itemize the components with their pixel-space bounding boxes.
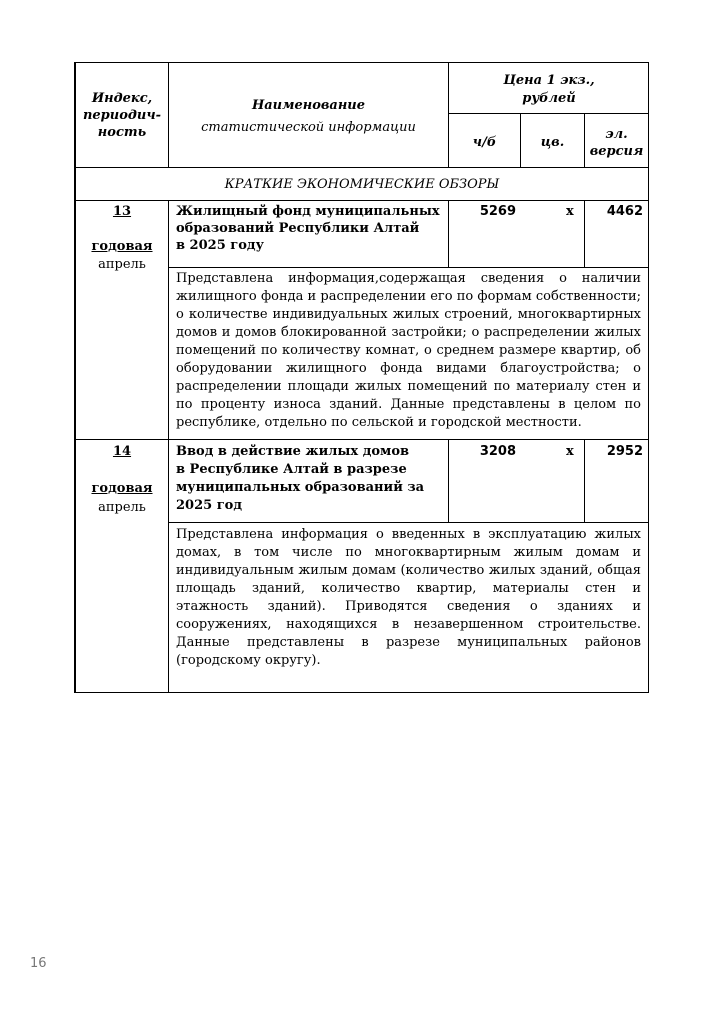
row-13-index: 13: [112, 204, 132, 219]
page-number: 16: [30, 956, 47, 971]
header-color: цв.: [540, 135, 565, 150]
row-14-price-color: х: [566, 444, 574, 459]
header-index: Индекс,: [91, 91, 153, 106]
row-13-price-electronic: 4462: [606, 204, 643, 219]
row-14-title-3: муниципальных образований за: [176, 480, 425, 495]
row-14-index: 14: [112, 444, 132, 459]
row-14-title-4: 2025 год: [176, 498, 243, 513]
row-13-title-1: Жилищный фонд муниципальных: [176, 204, 440, 219]
row-13-periodicity: годовая: [91, 239, 153, 254]
header-price-2: рублей: [522, 91, 576, 106]
section-title: КРАТКИЕ ЭКОНОМИЧЕСКИЕ ОБЗОРЫ: [224, 177, 500, 192]
row-13-month: апрель: [98, 257, 146, 272]
header-bw: ч/б: [472, 135, 497, 150]
header-electronic-1: эл.: [605, 127, 628, 142]
header-name-2: статистической информации: [201, 120, 416, 135]
header-periodicity-2: ность: [97, 125, 147, 140]
row-14-title-1: Ввод в действие жилых домов: [176, 444, 410, 459]
row-13-price-bw: 5269: [479, 204, 516, 219]
header-name-1: Наименование: [251, 98, 366, 113]
row-14-price-electronic: 2952: [606, 444, 643, 459]
row-14-description: Представлена информация о введенных в эксплуатацию жилых домах, в том числе по многоквартирным жилым домам и индивидуальным жилым домам (количество жилых зданий, общая площадь зданий, количество квартир, материалы стен и этажность зданий). Приводятся сведения о зданиях и сооружениях, находящихся в незавершенном строительстве. Данные представлены в разрезе муниципальных районов (городскому округу).: [176, 527, 641, 668]
header-price-1: Цена 1 экз.,: [503, 73, 595, 88]
row-13-description: Представлена информация,содержащая сведения о наличии жилищного фонда и распределении его по формам собственности; о количестве индивидуальных жилых строений, многоквартирных домов и домов блокированной застройки; о распределении жилых помещений по количеству комнат, о среднем размере квартир, об оборудовании жилищного фонда видами благоустройства; о распределении площади жилых помещений по материалу стен и по проценту износа зданий. Данные представлены в целом по республике, отдельно по сельской и городской местности.: [176, 271, 641, 430]
row-14-price-bw: 3208: [479, 444, 516, 459]
row-13-price-color: х: [566, 204, 574, 219]
header-periodicity-1: периодич-: [82, 108, 162, 123]
row-14-periodicity: годовая: [91, 481, 153, 496]
row-13-title-3: в 2025 году: [176, 238, 264, 253]
row-14-month: апрель: [98, 500, 146, 515]
row-13-title-2: образований Республики Алтай: [176, 221, 420, 236]
header-electronic-2: версия: [589, 144, 644, 159]
row-14-title-2: в Республике Алтай в разрезе: [176, 462, 407, 477]
